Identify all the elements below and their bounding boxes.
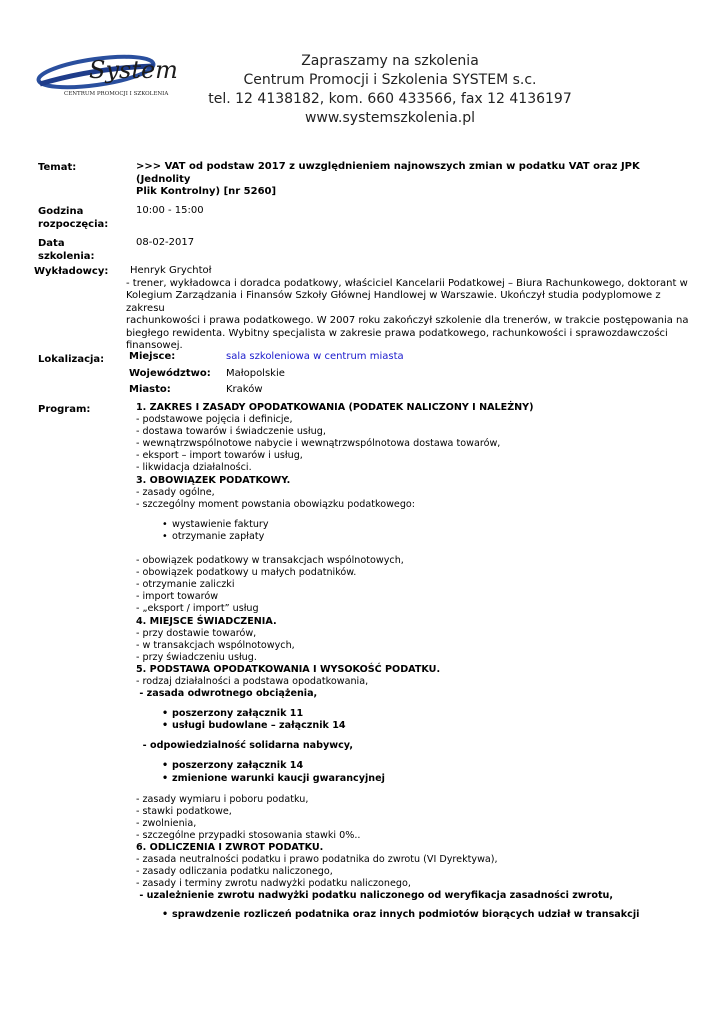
program-bullet: • poszerzony załącznik 11 <box>136 708 639 720</box>
program-line: - przy świadczeniu usług. <box>136 651 257 663</box>
program-content <box>136 402 639 922</box>
program-bullet: • sprawdzenie rozliczeń podatnika oraz innych podmiotów biorących udział w transakcji <box>136 909 639 921</box>
program-bullet: • wystawienie faktury <box>136 519 639 531</box>
wojewodztwo-value: Małopolskie <box>226 368 285 379</box>
course-date: 08-02-2017 <box>136 237 195 248</box>
program-heading: 4. MIEJSCE ŚWIADCZENIA. <box>136 615 277 627</box>
header-phones: tel. 12 4138182, kom. 660 433566, fax 12 4136197 <box>208 91 572 107</box>
trainer-bio-line: finansowej. <box>126 340 183 351</box>
program-line: - eksport – import towarów i usług, <box>136 450 303 462</box>
program-heading: 3. OBOWIĄZEK PODATKOWY. <box>136 474 291 486</box>
program-line: - szczególny moment powstania obowiązku podatkowego: <box>136 498 416 510</box>
program-line: - obowiązek podatkowy w transakcjach wspólnotowych, <box>136 555 404 567</box>
program-line: - uzależnienie zwrotu nadwyżki podatku naliczonego od weryfikacja zasadności zwrotu, <box>136 890 614 902</box>
miejsce-label: Miejsce: <box>129 351 176 362</box>
wykladowcy-label: Wykładowcy: <box>34 266 109 277</box>
program-line: - „eksport / import” usług <box>136 603 259 615</box>
logo-wordmark: System <box>89 56 178 84</box>
miejsce-link[interactable]: sala szkoleniowa w centrum miasta <box>226 351 404 362</box>
program-bullet: • otrzymanie zapłaty <box>136 531 639 543</box>
program-line: - zasady odliczania podatku naliczonego, <box>136 866 333 878</box>
program-line: - odpowiedzialność solidarna nabywcy, <box>136 740 353 752</box>
trainer-bio-line: biegłego rewidenta. Wybitny specjalista w zakresie prawa podatkowego, rachunkowości i sprawozdawczości <box>126 327 668 339</box>
program-bullet: • poszerzony załącznik 14 <box>136 760 639 772</box>
miasto-value: Kraków <box>226 384 263 395</box>
page-header <box>190 52 590 128</box>
company-logo <box>34 50 184 102</box>
program-line: - zasady wymiaru i poboru podatku, <box>136 793 309 805</box>
header-company: Centrum Promocji i Szkolenia SYSTEM s.c. <box>243 72 537 88</box>
wojewodztwo-label: Województwo: <box>129 368 211 379</box>
trainer-bio-line: rachunkowości i prawa podatkowego. W 2007 roku zakończył szkolenie dla trenerów, w trakcie postępowania na <box>126 315 689 326</box>
temat-label: Temat: <box>38 162 77 173</box>
trainer-block <box>126 265 701 353</box>
program-line: - rodzaj działalności a podstawa opodatkowania, <box>136 675 369 687</box>
program-heading: 6. ODLICZENIA I ZWROT PODATKU. <box>136 842 324 853</box>
program-line: - szczególne przypadki stosowania stawki 0%.. <box>136 829 361 841</box>
program-line: - zasady ogólne, <box>136 486 215 498</box>
logo-tagline: CENTRUM PROMOCJI I SZKOLENIA <box>64 91 169 97</box>
program-line: - wewnątrzwspólnotowe nabycie i wewnątrzwspólnotowa dostawa towarów, <box>136 438 501 450</box>
program-line: - zasady i terminy zwrotu nadwyżki podatku naliczonego, <box>136 878 411 890</box>
program-line: - podstawowe pojęcia i definicje, <box>136 414 293 426</box>
lokalizacja-label: Lokalizacja: <box>38 354 105 365</box>
program-line: - likwidacja działalności. <box>136 462 252 474</box>
header-website[interactable]: www.systemszkolenia.pl <box>304 110 476 126</box>
program-line: - dostawa towarów i świadczenie usług, <box>136 426 326 438</box>
program-heading: 5. PODSTAWA OPODATKOWANIA I WYSOKOŚĆ PODATKU. <box>136 663 441 675</box>
program-line: - przy dostawie towarów, <box>136 627 257 639</box>
miasto-label: Miasto: <box>129 384 171 395</box>
data-label: Data szkolenia: <box>38 238 95 262</box>
program-line: - zasada neutralności podatku i prawo podatnika do zwrotu (VI Dyrektywa), <box>136 854 498 866</box>
program-line: - w transakcjach wspólnotowych, <box>136 639 295 651</box>
godzina-label: Godzina rozpoczęcia: <box>38 206 109 230</box>
program-line: - zwolnienia, <box>136 817 197 829</box>
header-invite: Zapraszamy na szkolenia <box>301 53 479 69</box>
trainer-name: Henryk Grychtoł <box>130 265 212 276</box>
program-label: Program: <box>38 404 91 415</box>
program-line: - obowiązek podatkowy u małych podatników. <box>136 567 357 579</box>
program-heading: 1. ZAKRES I ZASADY OPODATKOWANIA (PODATEK NALICZONY I NALEŻNY) <box>136 402 534 413</box>
program-line: - stawki podatkowe, <box>136 805 232 817</box>
start-time: 10:00 - 15:00 <box>136 205 204 216</box>
program-line: - import towarów <box>136 591 219 603</box>
program-line: - otrzymanie zaliczki <box>136 579 235 591</box>
trainer-bio-line: Kolegium Zarządzania i Finansów Szkoły Głównej Handlowej w Warszawie. Ukończył studia podyplomowe z zakresu <box>126 290 661 314</box>
course-title: >>> VAT od podstaw 2017 z uwzględnieniem najnowszych zmian w podatku VAT oraz JPK (Jednolity Plik Kontrolny) [nr 5260] <box>136 161 640 197</box>
program-bullet: • zmienione warunki kaucji gwarancyjnej <box>136 773 639 785</box>
trainer-bio-line: - trener, wykładowca i doradca podatkowy, właściciel Kancelarii Podatkowej – Biura Rachunkowego, doktorant w <box>126 277 688 289</box>
program-bullet: • usługi budowlane – załącznik 14 <box>136 720 639 732</box>
program-line: - zasada odwrotnego obciążenia, <box>136 688 318 700</box>
